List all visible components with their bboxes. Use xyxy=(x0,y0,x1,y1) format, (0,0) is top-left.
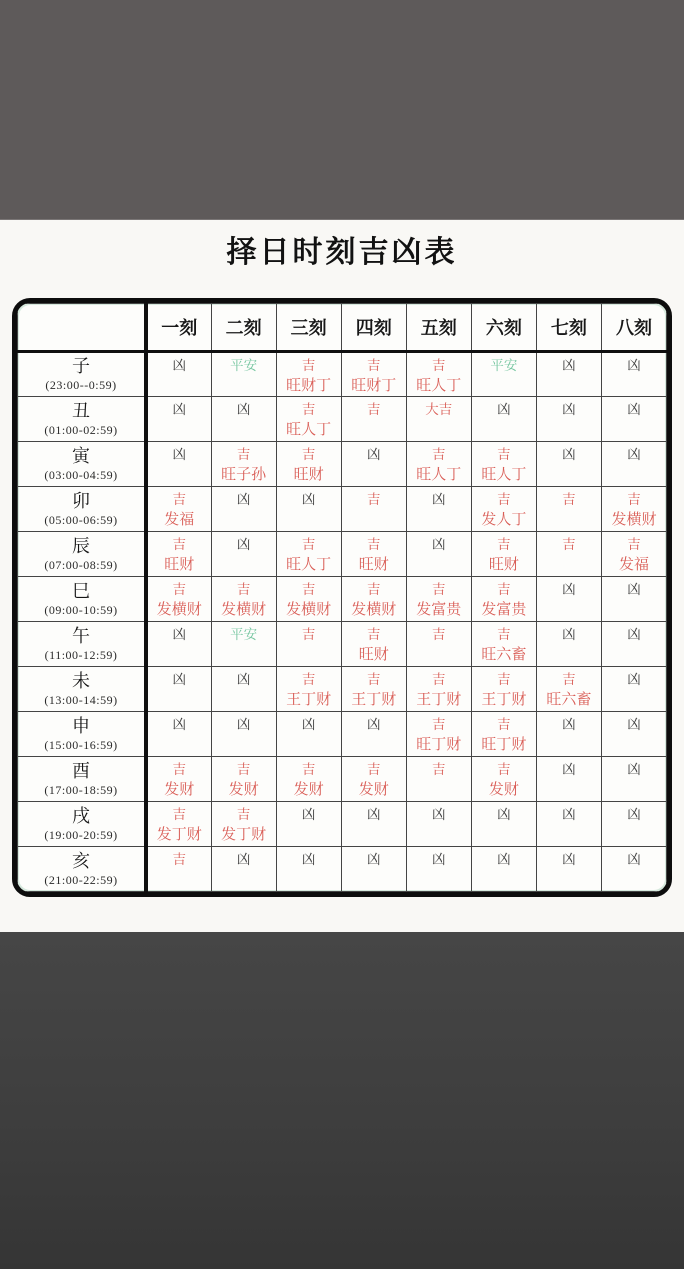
header-row xyxy=(18,304,667,352)
cell-mark: 凶 xyxy=(562,447,576,462)
cell-detail: 旺子孙 xyxy=(221,467,267,483)
cell-丑-7 xyxy=(536,397,601,442)
cell-mark: 凶 xyxy=(627,402,641,417)
cell-mark: 吉 xyxy=(236,807,251,822)
column-header-5: 五刻 xyxy=(406,304,471,352)
time-range: (21:00-22:59) xyxy=(44,872,118,887)
table-row-戌 xyxy=(18,802,667,847)
cell-子-4 xyxy=(341,352,406,397)
column-header-1: 一刻 xyxy=(146,304,211,352)
cell-巳-1 xyxy=(146,577,211,622)
cell-mark: 吉 xyxy=(172,807,187,822)
cell-mark: 吉 xyxy=(366,358,381,373)
cell-mark: 吉 xyxy=(562,537,576,552)
cell-辰-8 xyxy=(601,532,666,577)
cell-未-8 xyxy=(601,667,666,712)
cell-未-2 xyxy=(211,667,276,712)
cell-detail: 旺六畜 xyxy=(546,692,592,708)
cell-mark: 凶 xyxy=(562,807,576,822)
branch-label: 戌 xyxy=(72,805,90,826)
cell-酉-5 xyxy=(406,757,471,802)
cell-detail: 发丁财 xyxy=(156,827,202,843)
cell-辰-5 xyxy=(406,532,471,577)
cell-丑-6 xyxy=(471,397,536,442)
cell-mark: 凶 xyxy=(627,672,641,687)
row-label-巳 xyxy=(18,577,147,622)
cell-mark: 平安 xyxy=(230,627,258,642)
cell-亥-3 xyxy=(276,847,341,892)
cell-寅-2 xyxy=(211,442,276,487)
cell-午-1 xyxy=(146,622,211,667)
time-range: (13:00-14:59) xyxy=(44,692,118,707)
cell-mark: 吉 xyxy=(366,492,381,507)
cell-mark: 凶 xyxy=(562,358,576,373)
cell-酉-2 xyxy=(211,757,276,802)
time-range: (11:00-12:59) xyxy=(44,647,118,662)
cell-戌-4 xyxy=(341,802,406,847)
cell-mark: 吉 xyxy=(172,762,187,777)
cell-戌-8 xyxy=(601,802,666,847)
cell-申-8 xyxy=(601,712,666,757)
cell-午-6 xyxy=(471,622,536,667)
cell-mark: 凶 xyxy=(236,402,251,417)
cell-辰-6 xyxy=(471,532,536,577)
branch-label: 未 xyxy=(72,670,90,691)
cell-申-5 xyxy=(406,712,471,757)
cell-亥-2 xyxy=(211,847,276,892)
cell-卯-3 xyxy=(276,487,341,532)
cell-酉-3 xyxy=(276,757,341,802)
cell-mark: 凶 xyxy=(627,358,641,373)
cell-detail: 旺财 xyxy=(488,557,519,573)
branch-label: 丑 xyxy=(72,400,90,421)
table-row-子 xyxy=(18,352,667,397)
table-row-辰 xyxy=(18,532,667,577)
cell-mark: 凶 xyxy=(172,447,187,462)
cell-巳-6 xyxy=(471,577,536,622)
cell-detail: 旺财 xyxy=(358,557,389,573)
cell-子-5 xyxy=(406,352,471,397)
time-range: (15:00-16:59) xyxy=(44,737,118,752)
cell-巳-2 xyxy=(211,577,276,622)
cell-申-4 xyxy=(341,712,406,757)
cell-mark: 吉 xyxy=(301,537,316,552)
cell-亥-5 xyxy=(406,847,471,892)
table-row-卯 xyxy=(18,487,667,532)
cell-未-1 xyxy=(146,667,211,712)
cell-戌-7 xyxy=(536,802,601,847)
branch-label: 巳 xyxy=(72,580,90,601)
cell-mark: 凶 xyxy=(627,582,641,597)
cell-detail: 旺丁财 xyxy=(481,737,527,753)
row-label-寅 xyxy=(18,442,147,487)
fortune-table-frame xyxy=(12,298,672,897)
cell-mark: 凶 xyxy=(432,807,446,822)
cell-mark: 吉 xyxy=(497,492,511,507)
time-range: (09:00-10:59) xyxy=(44,602,118,617)
table-row-亥 xyxy=(18,847,667,892)
cell-mark: 吉 xyxy=(301,672,316,687)
cell-mark: 凶 xyxy=(432,852,446,867)
cell-detail: 旺人丁 xyxy=(416,378,462,394)
cell-子-7 xyxy=(536,352,601,397)
cell-mark: 吉 xyxy=(236,447,251,462)
time-range: (03:00-04:59) xyxy=(44,467,118,482)
cell-mark: 吉 xyxy=(366,672,381,687)
cell-detail: 发财 xyxy=(228,782,259,798)
cell-mark: 吉 xyxy=(172,492,187,507)
branch-label: 亥 xyxy=(72,850,90,871)
cell-巳-7 xyxy=(536,577,601,622)
cell-mark: 吉 xyxy=(432,672,446,687)
row-label-午 xyxy=(18,622,147,667)
cell-detail: 发横财 xyxy=(351,602,397,618)
cell-mark: 凶 xyxy=(432,492,446,507)
cell-午-8 xyxy=(601,622,666,667)
row-label-卯 xyxy=(18,487,147,532)
cell-戌-1 xyxy=(146,802,211,847)
cell-mark: 凶 xyxy=(366,717,381,732)
cell-mark: 平安 xyxy=(490,358,518,373)
cell-mark: 凶 xyxy=(497,807,511,822)
cell-卯-2 xyxy=(211,487,276,532)
cell-mark: 凶 xyxy=(172,402,187,417)
cell-mark: 吉 xyxy=(497,717,511,732)
cell-detail: 发福 xyxy=(164,512,195,528)
cell-mark: 平安 xyxy=(230,358,258,373)
cell-mark: 吉 xyxy=(497,762,511,777)
cell-mark: 凶 xyxy=(172,717,187,732)
cell-detail: 旺财 xyxy=(358,647,389,663)
cell-mark: 吉 xyxy=(366,627,381,642)
cell-mark: 吉 xyxy=(366,402,381,417)
cell-detail: 旺丁财 xyxy=(416,737,462,753)
column-header-2: 二刻 xyxy=(211,304,276,352)
content-area xyxy=(0,220,684,932)
row-label-戌 xyxy=(18,802,147,847)
cell-mark: 大吉 xyxy=(425,402,453,417)
cell-寅-1 xyxy=(146,442,211,487)
cell-detail: 发横财 xyxy=(611,512,657,528)
cell-未-3 xyxy=(276,667,341,712)
cell-mark: 吉 xyxy=(366,582,381,597)
table-row-未 xyxy=(18,667,667,712)
cell-酉-8 xyxy=(601,757,666,802)
cell-mark: 凶 xyxy=(497,402,511,417)
cell-mark: 凶 xyxy=(366,807,381,822)
cell-detail: 旺财 xyxy=(164,557,195,573)
time-range: (19:00-20:59) xyxy=(44,827,118,842)
cell-mark: 凶 xyxy=(236,852,251,867)
cell-mark: 凶 xyxy=(562,717,576,732)
cell-丑-8 xyxy=(601,397,666,442)
cell-亥-7 xyxy=(536,847,601,892)
cell-mark: 凶 xyxy=(627,627,641,642)
cell-detail: 王丁财 xyxy=(481,692,527,708)
cell-mark: 凶 xyxy=(236,672,251,687)
time-range: (01:00-02:59) xyxy=(44,422,118,437)
cell-卯-5 xyxy=(406,487,471,532)
cell-mark: 凶 xyxy=(366,447,381,462)
cell-mark: 凶 xyxy=(562,582,576,597)
cell-丑-4 xyxy=(341,397,406,442)
table-row-酉 xyxy=(18,757,667,802)
cell-mark: 凶 xyxy=(562,852,576,867)
time-range: (17:00-18:59) xyxy=(44,782,118,797)
cell-巳-4 xyxy=(341,577,406,622)
cell-卯-4 xyxy=(341,487,406,532)
cell-卯-8 xyxy=(601,487,666,532)
column-header-8: 八刻 xyxy=(601,304,666,352)
cell-mark: 凶 xyxy=(301,492,316,507)
cell-子-2 xyxy=(211,352,276,397)
cell-mark: 凶 xyxy=(627,762,641,777)
cell-未-7 xyxy=(536,667,601,712)
cell-mark: 吉 xyxy=(172,537,187,552)
cell-申-6 xyxy=(471,712,536,757)
cell-酉-6 xyxy=(471,757,536,802)
time-range: (23:00--0:59) xyxy=(45,378,117,392)
bottom-letterbox xyxy=(0,932,684,1269)
cell-mark: 凶 xyxy=(627,717,641,732)
cell-mark: 吉 xyxy=(432,447,446,462)
cell-卯-1 xyxy=(146,487,211,532)
column-header-6: 六刻 xyxy=(471,304,536,352)
cell-mark: 吉 xyxy=(172,582,187,597)
cell-detail: 发富贵 xyxy=(416,602,462,618)
cell-辰-4 xyxy=(341,532,406,577)
cell-detail: 发财 xyxy=(164,782,195,798)
cell-mark: 吉 xyxy=(627,537,641,552)
cell-午-3 xyxy=(276,622,341,667)
cell-申-3 xyxy=(276,712,341,757)
cell-mark: 吉 xyxy=(236,582,251,597)
table-row-申 xyxy=(18,712,667,757)
cell-申-1 xyxy=(146,712,211,757)
cell-detail: 旺财 xyxy=(293,467,324,483)
column-header-4: 四刻 xyxy=(341,304,406,352)
cell-辰-2 xyxy=(211,532,276,577)
row-label-亥 xyxy=(18,847,147,892)
cell-mark: 吉 xyxy=(497,582,511,597)
corner-cell xyxy=(18,304,147,352)
table-row-巳 xyxy=(18,577,667,622)
cell-卯-6 xyxy=(471,487,536,532)
cell-mark: 吉 xyxy=(432,717,446,732)
cell-申-2 xyxy=(211,712,276,757)
cell-detail: 旺人丁 xyxy=(286,557,332,573)
cell-mark: 凶 xyxy=(172,627,187,642)
cell-detail: 旺财丁 xyxy=(286,378,332,394)
cell-子-6 xyxy=(471,352,536,397)
cell-mark: 吉 xyxy=(301,762,316,777)
cell-午-5 xyxy=(406,622,471,667)
cell-mark: 吉 xyxy=(497,627,511,642)
cell-mark: 吉 xyxy=(432,582,446,597)
cell-辰-7 xyxy=(536,532,601,577)
cell-mark: 凶 xyxy=(301,807,316,822)
cell-午-7 xyxy=(536,622,601,667)
branch-label: 辰 xyxy=(72,535,90,556)
cell-detail: 发横财 xyxy=(221,602,267,618)
cell-detail: 王丁财 xyxy=(351,692,397,708)
cell-detail: 旺财丁 xyxy=(351,378,397,394)
branch-label: 酉 xyxy=(72,760,90,781)
cell-辰-1 xyxy=(146,532,211,577)
cell-detail: 发丁财 xyxy=(221,827,267,843)
cell-寅-6 xyxy=(471,442,536,487)
cell-巳-5 xyxy=(406,577,471,622)
cell-亥-6 xyxy=(471,847,536,892)
cell-戌-6 xyxy=(471,802,536,847)
fortune-table xyxy=(17,303,667,892)
row-label-子 xyxy=(18,352,147,397)
cell-mark: 凶 xyxy=(497,852,511,867)
cell-mark: 凶 xyxy=(301,717,316,732)
cell-mark: 吉 xyxy=(432,627,446,642)
cell-detail: 王丁财 xyxy=(416,692,462,708)
cell-辰-3 xyxy=(276,532,341,577)
column-header-7: 七刻 xyxy=(536,304,601,352)
table-row-寅 xyxy=(18,442,667,487)
cell-寅-3 xyxy=(276,442,341,487)
cell-detail: 发人丁 xyxy=(481,512,527,528)
cell-mark: 吉 xyxy=(497,447,511,462)
cell-detail: 发横财 xyxy=(286,602,332,618)
cell-子-1 xyxy=(146,352,211,397)
column-header-3: 三刻 xyxy=(276,304,341,352)
top-letterbox xyxy=(0,0,684,220)
cell-mark: 吉 xyxy=(301,627,316,642)
cell-丑-5 xyxy=(406,397,471,442)
branch-label: 午 xyxy=(72,625,90,646)
cell-mark: 凶 xyxy=(301,852,316,867)
cell-酉-7 xyxy=(536,757,601,802)
cell-mark: 凶 xyxy=(627,807,641,822)
table-row-丑 xyxy=(18,397,667,442)
cell-未-5 xyxy=(406,667,471,712)
cell-午-4 xyxy=(341,622,406,667)
table-row-午 xyxy=(18,622,667,667)
cell-mark: 吉 xyxy=(432,762,446,777)
cell-丑-3 xyxy=(276,397,341,442)
cell-mark: 吉 xyxy=(497,537,511,552)
cell-亥-4 xyxy=(341,847,406,892)
time-range: (07:00-08:59) xyxy=(44,557,118,572)
page-title: 择日时刻吉凶表 xyxy=(226,236,458,269)
cell-巳-8 xyxy=(601,577,666,622)
cell-mark: 吉 xyxy=(627,492,641,507)
cell-亥-1 xyxy=(146,847,211,892)
cell-mark: 吉 xyxy=(497,672,511,687)
cell-mark: 凶 xyxy=(627,852,641,867)
cell-mark: 凶 xyxy=(172,672,187,687)
cell-detail: 发福 xyxy=(618,557,649,573)
branch-label: 寅 xyxy=(72,445,90,466)
branch-label: 申 xyxy=(72,715,90,736)
cell-detail: 发富贵 xyxy=(481,602,527,618)
cell-戌-3 xyxy=(276,802,341,847)
cell-酉-1 xyxy=(146,757,211,802)
cell-寅-4 xyxy=(341,442,406,487)
cell-mark: 吉 xyxy=(562,672,576,687)
cell-mark: 凶 xyxy=(627,447,641,462)
cell-detail: 旺人丁 xyxy=(416,467,462,483)
cell-mark: 吉 xyxy=(301,358,316,373)
cell-mark: 凶 xyxy=(562,627,576,642)
cell-丑-2 xyxy=(211,397,276,442)
row-label-辰 xyxy=(18,532,147,577)
cell-mark: 凶 xyxy=(562,762,576,777)
row-label-丑 xyxy=(18,397,147,442)
row-label-酉 xyxy=(18,757,147,802)
row-label-申 xyxy=(18,712,147,757)
cell-detail: 王丁财 xyxy=(286,692,332,708)
cell-卯-7 xyxy=(536,487,601,532)
cell-未-6 xyxy=(471,667,536,712)
cell-mark: 吉 xyxy=(301,402,316,417)
cell-mark: 凶 xyxy=(562,402,576,417)
cell-午-2 xyxy=(211,622,276,667)
cell-戌-5 xyxy=(406,802,471,847)
cell-mark: 凶 xyxy=(236,717,251,732)
cell-mark: 吉 xyxy=(301,582,316,597)
cell-丑-1 xyxy=(146,397,211,442)
cell-寅-5 xyxy=(406,442,471,487)
cell-寅-8 xyxy=(601,442,666,487)
cell-mark: 吉 xyxy=(236,762,251,777)
cell-未-4 xyxy=(341,667,406,712)
cell-巳-3 xyxy=(276,577,341,622)
cell-戌-2 xyxy=(211,802,276,847)
cell-mark: 凶 xyxy=(432,537,446,552)
cell-detail: 旺人丁 xyxy=(481,467,527,483)
cell-mark: 吉 xyxy=(366,762,381,777)
branch-label: 卯 xyxy=(72,490,90,511)
cell-寅-7 xyxy=(536,442,601,487)
cell-mark: 吉 xyxy=(301,447,316,462)
cell-亥-8 xyxy=(601,847,666,892)
cell-mark: 吉 xyxy=(562,492,576,507)
cell-mark: 吉 xyxy=(172,852,187,867)
cell-mark: 凶 xyxy=(236,492,251,507)
cell-酉-4 xyxy=(341,757,406,802)
row-label-未 xyxy=(18,667,147,712)
cell-mark: 凶 xyxy=(366,852,381,867)
cell-mark: 凶 xyxy=(236,537,251,552)
cell-子-8 xyxy=(601,352,666,397)
cell-mark: 凶 xyxy=(172,358,187,373)
cell-detail: 发财 xyxy=(293,782,324,798)
cell-detail: 旺人丁 xyxy=(286,422,332,438)
time-range: (05:00-06:59) xyxy=(44,512,118,527)
cell-detail: 发财 xyxy=(358,782,389,798)
cell-子-3 xyxy=(276,352,341,397)
cell-mark: 吉 xyxy=(432,358,446,373)
cell-detail: 发横财 xyxy=(156,602,202,618)
cell-detail: 旺六畜 xyxy=(481,647,527,663)
cell-申-7 xyxy=(536,712,601,757)
cell-detail: 发财 xyxy=(488,782,519,798)
branch-label: 子 xyxy=(72,356,90,376)
cell-mark: 吉 xyxy=(366,537,381,552)
